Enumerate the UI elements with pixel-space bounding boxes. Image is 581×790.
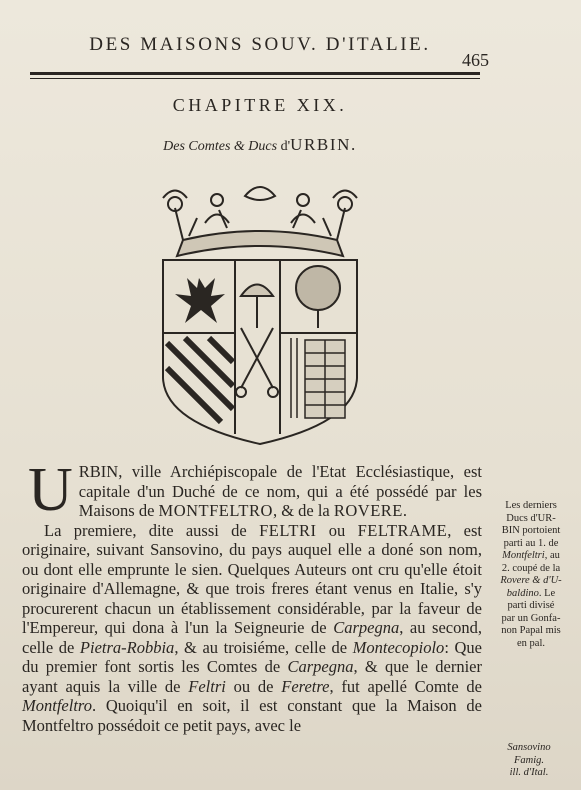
- drop-cap: U: [28, 456, 73, 524]
- bleed-through-text: [521, 60, 581, 480]
- header-rule: [30, 72, 480, 75]
- margin-note-source: Sansovino Famig. ill. d'Ital.: [507, 742, 551, 778]
- coat-of-arms-image: [155, 178, 365, 448]
- subtitle-italic: Des Comtes & Ducs: [163, 139, 278, 154]
- running-title: DES MAISONS SOUV. D'ITALIE.: [89, 34, 431, 55]
- chapter-subtitle: [110, 135, 410, 155]
- page-number: 465: [462, 50, 489, 70]
- main-text: [22, 456, 483, 735]
- subtitle-d: d': [280, 139, 291, 154]
- header-rule-thin: [30, 78, 480, 79]
- paragraph-montfeltro: La premiere, dite aussi de FELTRI ou FELTRAME, est originaire, suivant Sansovino, du pays auquel elle a doné son nom, ou dont elle emprunte le sien. Quelques Auteurs ont cru qu'elle étoit originaire d'Allemagne, & que trois freres étant venus en Italie, s'y procurerent chacun un établissement considérable, par la faveur de l'Empereur, qui dona à l'un la Seigneurie de Carpegna, au second, celle de Pietra-Robbia, & au troisiéme, celle de Montecopiolo: Que du premier font sortis les Comtes de Carpegna, & que le dernier ayant aquis la ville de Feltri ou de Feretre, fut apellé Comte de Montfeltro. Quoiqu'il en soit, il est constant que la Maison de Montfeltro possédoit ce petit pays, avec le: [22, 520, 483, 735]
- ducal-crown-icon: [163, 187, 357, 256]
- margin-note-arms: Les derniers Ducs d'UR- BIN portoient parti au 1. de Montfeltri, au 2. coupé de la Rovere & d'U- baldino. Le parti divisé par un Gonfa- non Papal mis en pal.: [500, 500, 562, 649]
- subtitle-caps: URBIN.: [290, 135, 357, 154]
- chapter-heading: CHAPITRE XIX.: [172, 95, 348, 115]
- paragraph-urbin: URBIN, ville Archiépiscopale de l'Etat Ecclésiastique, est capitale d'un Duché de ce nom, qui a été possédé par les Maisons de MONTFELTRO, & de la ROVERE.: [28, 456, 482, 524]
